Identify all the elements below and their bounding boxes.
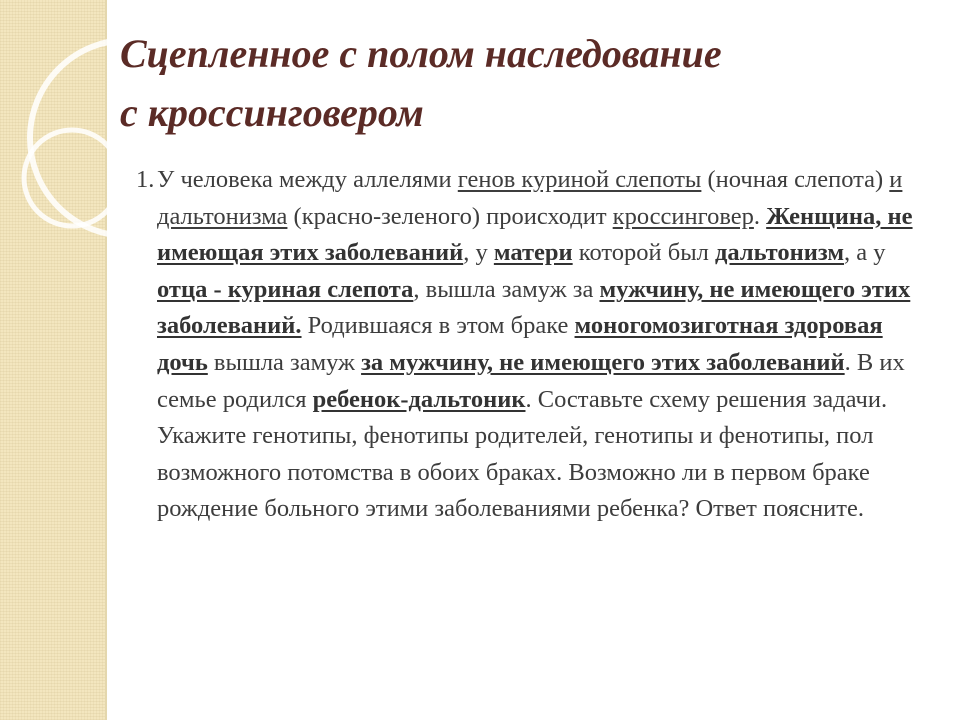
slide-title: [120, 24, 940, 142]
text-segment: . Составьте схему решения задачи. Укажите генотипы, фенотипы родителей, генотипы и фенотипы, пол возможного потомства в обоих браках. Возможно ли в первом браке рождение больного этими заболеваниями ребенка? Ответ поясните.: [157, 385, 888, 523]
text-segment: . В их семье родился: [157, 348, 905, 413]
problem-text: [136, 162, 932, 528]
text-segment: которой был: [572, 239, 716, 267]
text-segment: , а у: [844, 239, 886, 267]
text-segment: , вышла замуж за: [413, 275, 600, 303]
emphasized-term: моногомозиготная здоровая дочь: [157, 312, 883, 376]
text-segment: вышла замуж: [207, 348, 362, 376]
slide-title-line-1: Сцепленное с полом наследование: [120, 31, 722, 76]
emphasized-term: Женщина, не имеющая этих заболеваний: [157, 202, 913, 267]
text-segment: У человека между аллелями: [157, 166, 458, 193]
problem-number: 1.: [136, 166, 155, 193]
underlined-term: генов куриной слепоты: [457, 166, 702, 193]
slide-title-line-2: с кроссинговером: [120, 90, 424, 135]
underlined-term: кроссинговер: [612, 202, 754, 230]
emphasized-term: матери: [493, 239, 573, 267]
emphasized-term: дальтонизм: [715, 239, 845, 267]
emphasized-term: ребенок-дальтоник: [312, 385, 526, 413]
emphasized-term: за мужчину, не имеющего этих заболеваний: [361, 348, 845, 376]
emphasized-term: мужчину, не имеющего этих заболеваний.: [157, 275, 911, 340]
text-segment: , у: [463, 239, 494, 267]
underlined-term: и дальтонизма: [157, 166, 903, 230]
text-segment: (ночная слепота): [701, 166, 890, 193]
text-segment: (красно-зеленого) происходит: [287, 202, 613, 230]
emphasized-term: отца - куриная слепота: [157, 275, 414, 303]
text-segment: .: [753, 202, 767, 230]
text-segment: Родившаяся в этом браке: [301, 312, 575, 340]
